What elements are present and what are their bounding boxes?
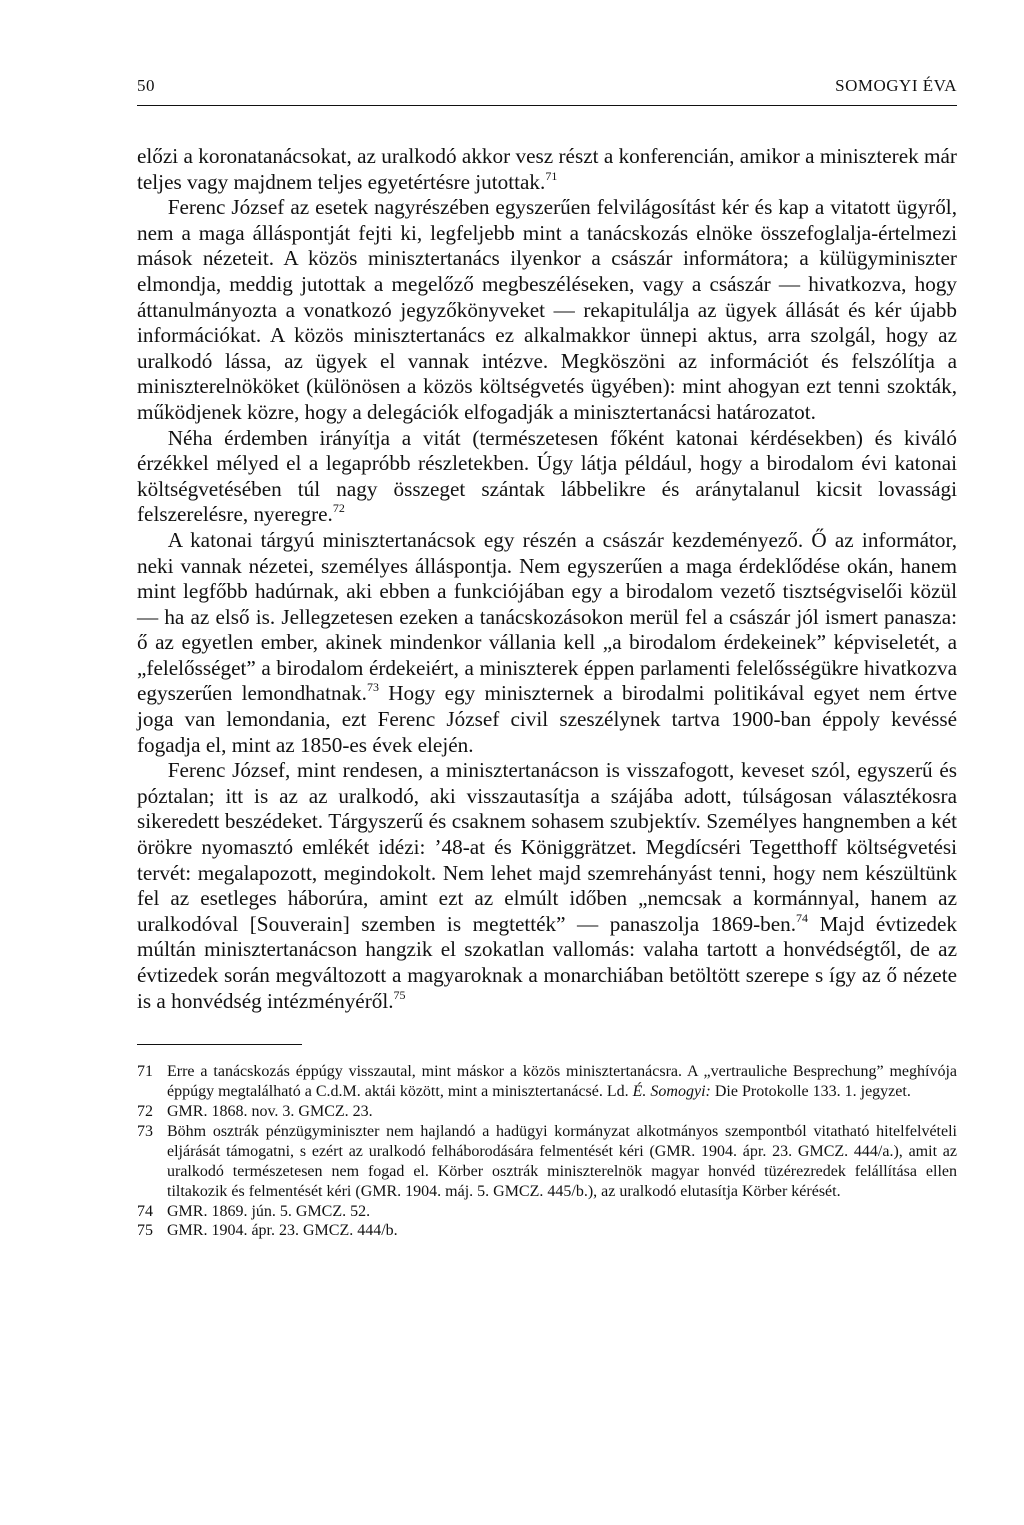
footnote-text: GMR. 1869. jún. 5. GMCZ. 52. bbox=[167, 1202, 371, 1220]
book-page bbox=[137, 76, 957, 1241]
footnote-number: 74 bbox=[137, 1202, 153, 1220]
paragraph-4 bbox=[137, 528, 957, 758]
footnote-author: É. Somogyi: bbox=[632, 1083, 711, 1101]
footnote-ref-75: 75 bbox=[393, 987, 406, 1002]
footnote-number: 73 bbox=[137, 1122, 153, 1140]
footnote-ref-72: 72 bbox=[332, 501, 345, 516]
paragraph-text: Majd évtizedek múltán minisztertanácson hangzik el szokatlan vallomás: valaha tartott a honvédségtől, de az évtizedek során megváltozott a magyaroknak a monarchiában betöltött szerepe s így az ő nézete is a honvédség intézményéről. bbox=[137, 911, 957, 1013]
paragraph-text: előzi a koronatanácsokat, az uralkodó akkor vesz részt a konferencián, amikor a miniszterek már teljes vagy majdnem teljes egyetértésre jutottak. bbox=[137, 144, 957, 194]
footnote-72 bbox=[137, 1102, 957, 1122]
footnote-text-part: Erre a tanácskozás éppúgy visszautal, mint máskor a közös minisztertanácsra. A „vertrauliche Besprechung” meghívója éppúgy megtalálható a C.d.M. aktái között, mint a minisztertanácsé. Ld. bbox=[167, 1063, 957, 1101]
author-name: SOMOGYI ÉVA bbox=[835, 76, 957, 95]
paragraph-text: A katonai tárgyú minisztertanácsok egy részén a császár kezdeményező. Ő az informátor, neki vannak nézetei, személyes álláspontja. Nem egyszerűen a maga érdeklődése okán, hanem mint legfőbb hadúrnak, aki ebben a funkciójában egy a birodalom vezető tisztségviselői közül — ha az első is. Jellegzetesen ezeken a tanácskozásokon merül fel a császár jól ismert panasza: ő az egyetlen ember, akinek mindenkor vállania kell „a birodalom érdekeinek” képviseletét, a „felelősséget” a birodalom érdekeiért, a miniszterek éppen parlamenti felelősségükre hivatkozva egyszerűen lemondhatnak. bbox=[137, 527, 957, 706]
paragraph-text: Ferenc József, mint rendesen, a minisztertanácson is visszafogott, keveset szól, egyszerű és póztalan; itt is az az uralkodó, aki visszautasítja a szájába adott, túlságosan választékosra sikeredett beszédeket. Tárgyszerű és csaknem sohasem szubjektív. Személyes hangnemben a két örökre nyomasztó emlékét idézi: ’48-at és Königgrätzet. Megdícséri Tegetthoff költségvetési tervét: megalapozott, megindokolt. Nem lehet majd szemrehányást tenni, hogy nem készültünk fel az esetleges háborúra, amint ezt az elmúlt időben „nemcsak a kormánnyal, hanem az uralkodóval [Souverain] szemben is megtették” — panaszolja 1869-ben. bbox=[137, 758, 957, 936]
running-head bbox=[137, 76, 957, 106]
footnote-number: 71 bbox=[137, 1063, 153, 1081]
footnote-ref-71: 71 bbox=[545, 168, 558, 183]
footnote-text: GMR. 1904. ápr. 23. GMCZ. 444/b. bbox=[167, 1222, 398, 1240]
footnote-71 bbox=[137, 1062, 957, 1102]
page-number: 50 bbox=[137, 76, 155, 95]
footnote-number: 72 bbox=[137, 1103, 153, 1120]
footnote-text bbox=[167, 1062, 957, 1102]
body-text bbox=[137, 144, 957, 1014]
footnote-text: GMR. 1868. nov. 3. GMCZ. 23. bbox=[167, 1103, 373, 1120]
footnote-ref-74: 74 bbox=[796, 910, 809, 925]
paragraph-2 bbox=[137, 195, 957, 425]
footnote-number: 75 bbox=[137, 1222, 153, 1240]
footnote-ref-73: 73 bbox=[366, 680, 379, 695]
paragraph-text: Hogy egy miniszternek a birodalmi politikával egyet nem értve joga van lemondania, ezt Ferenc József civil szeszélynek tartva 1900-ban éppoly kevéssé fogadja el, mint az 1850-es évek elején. bbox=[137, 681, 957, 757]
paragraph-text: Ferenc József az esetek nagyrészében egyszerűen felvilágosítást kér és kap a vitatott ügyről, nem a maga álláspontját fejti ki, legfeljebb mint a tanácskozás elnöke összefoglalja-értelmezi mások nézeteit. A közös minisztertanács ilyenkor a császár informátora; a külügyminiszter elmondja, meddig jutottak a megelőző megbeszéléseken, vagy a császár — hivatkozva, hogy áttanulmányozta a vonatkozó jegyzőkönyveket — rekapitulálja az ügyek állását és kér újabb információkat. A közös minisztertanács ez alkalmakkor ünnepi aktus, arra szolgál, hogy az uralkodó lássa, az ügyek el vannak intézve. Megköszöni az információt és felszólítja a miniszterelnököket (különösen a közös költségvetés ügyében): mint ahogyan ezt tenni szokták, működjenek közre, hogy a delegációk elfogadják a minisztertanácsi határozatot. bbox=[137, 195, 957, 424]
footnotes bbox=[137, 1062, 957, 1241]
footnote-75 bbox=[137, 1221, 957, 1241]
paragraph-1 bbox=[137, 144, 957, 195]
paragraph-text: Néha érdemben irányítja a vitát (természetesen főként katonai kérdésekben) és kiváló érzékkel mélyed el a legapróbb részletekben. Úgy látja például, hogy a birodalom évi katonai költségvetésében túl nagy összeget szántak lábbelikre és aránytalanul kicsit lovassági felszerelésre, nyeregre. bbox=[137, 425, 957, 527]
footnote-73 bbox=[137, 1122, 957, 1202]
footnote-divider bbox=[137, 1044, 302, 1045]
paragraph-5 bbox=[137, 758, 957, 1014]
paragraph-3 bbox=[137, 426, 957, 528]
footnote-text: Böhm osztrák pénzügyminiszter nem hajlandó a hadügyi kormányzat alkotmányos szempontból vitatható hitelfelvételi eljárását támogatni, s ezért az uralkodó felháborodására felmentését kéri (GMR. 1904. ápr. 23. GMCZ. 444/a.), amit az uralkodó természetesen nem fogad el. Körber osztrák miniszterelnök magyar honvéd tüzérezredek felállítása ellen tiltakozik és felmentését kéri (GMR. 1904. máj. 5. GMCZ. 445/b.), az uralkodó elutasítja Körber kérését. bbox=[167, 1122, 957, 1200]
footnote-text-part: Die Protokolle 133. 1. jegyzet. bbox=[710, 1083, 911, 1101]
footnote-74 bbox=[137, 1202, 957, 1222]
